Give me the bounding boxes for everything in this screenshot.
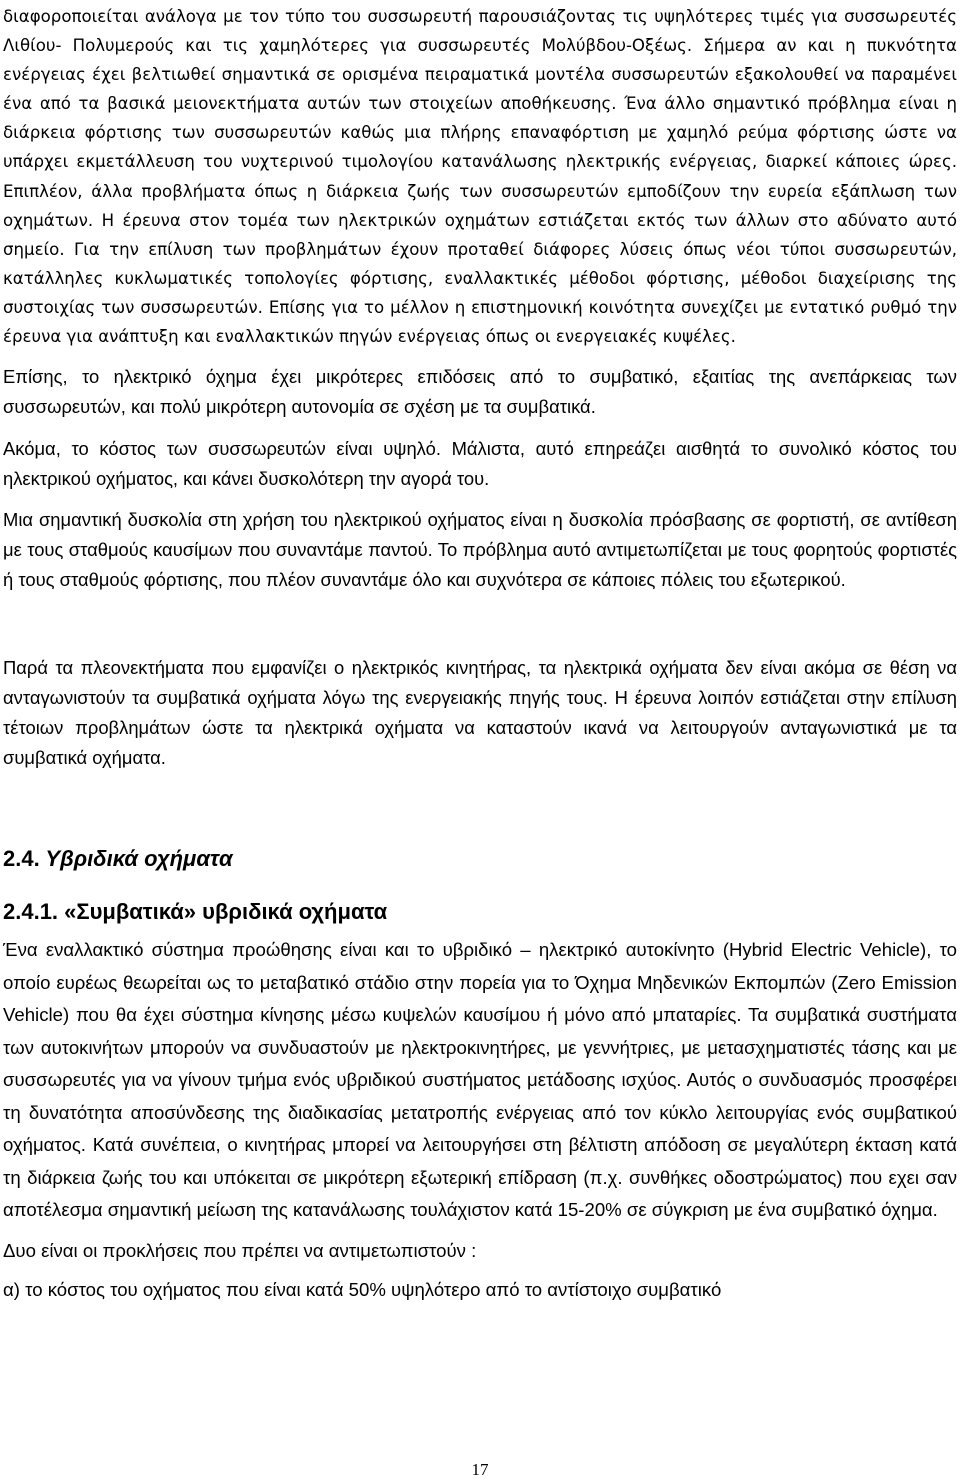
page-number: 17	[471, 1460, 489, 1479]
subsection-heading: 2.4.1. «Συμβατικά» υβριδικά οχήματα	[3, 899, 388, 925]
section-title: Υβριδικά οχήματα	[45, 846, 233, 872]
section-heading	[3, 845, 957, 873]
paragraph-performance: Επίσης, το ηλεκτρικό όχημα έχει μικρότερες επιδόσεις από το συμβατικό, εξαιτίας της ανεπάρκειας των συσσωρευτών, και πολύ μικρότερη αυτονομία σε σχέση με τα συμβατικά.	[3, 366, 957, 418]
paragraph-charger-access: Μια σημαντική δυσκολία στη χρήση του ηλεκτρικού οχήματος είναι η δυσκολία πρόσβασης σε φορτιστή, σε αντίθεση με τους σταθμούς καυσίμων που συναντάμε παντού. Το πρόβλημα αυτό αντιμετωπίζεται με τους φορητούς φορτιστές ή τους σταθμούς φόρτισης, που πλέον συναντάμε όλο και συχνότερα σε κάποιες πόλεις του εξωτερικού.	[3, 508, 957, 591]
paragraph-competition: Παρά τα πλεονεκτήματα που εμφανίζει ο ηλεκτρικός κινητήρας, τα ηλεκτρικά οχήματα δεν είναι ακόμα σε θέση να ανταγωνιστούν τα συμβατικά οχήματα λόγω της ενεργειακής πηγής τους. Η έρευνα λοιπόν εστιάζεται στην επίλυση τέτοιων προβλημάτων ώστε τα ηλεκτρικά οχήματα να καταστούν ικανά να λειτουργούν ανταγωνιστικά με τα συμβατικά οχήματα.	[3, 656, 957, 769]
paragraph-battery-cost: Ακόμα, το κόστος των συσσωρευτών είναι υψηλό. Μάλιστα, αυτό επηρεάζει αισθητά το συνολικό κόστος του ηλεκτρικού οχήματος, και κάνει δυσκολότερη την αγορά του.	[3, 437, 957, 489]
section-number: 2.4.	[3, 846, 40, 872]
paragraph-challenges: Δυο είναι οι προκλήσεις που πρέπει να αντιμετωπιστούν :	[3, 1239, 477, 1261]
paragraph-hybrid-intro: Ένα εναλλακτικό σύστημα προώθησης είναι και το υβριδικό – ηλεκτρικό αυτοκίνητο (Hybrid Electric Vehicle), το οποίο ευρέως θεωρείται ως το μεταβατικό στάδιο στην πορεία για το Όχημα Μηδενικών Εκπομπών (Zero Emission Vehicle) που θα έχει σύστημα κίνησης μέσω κυψελών καυσίμου ή μόνο από μπαταρίες. Τα συμβατικά συστήματα των αυτοκινήτων μπορούν να συνδυαστούν με ηλεκτροκινητήρες, με γεννήτριες, με μετασχηματιστές τάσης και με συσσωρευτές για να γίνουν τμήμα ενός υβριδικού συστήματος μετάδοσης ισχύος. Αυτός ο συνδυασμός προσφέρει τη δυνατότητα αποσύνδεσης της διαδικασίας μετατροπής ενέργειας από τον κύκλο λειτουργίας ενός συμβατικού οχήματος. Κατά συνέπεια, ο κινητήρας μπορεί να λειτουργήσει στη βέλτιστη απόδοση σε μεγαλύτερη έκταση κατά τη διάρκεια ζωής του και υπόκειται σε μικρότερη εξωτερική επίδραση (π.χ. συνθήκες οδοστρώματος) που εχει σαν αποτέλεσμα σημαντική μείωση της κατανάλωσης τουλάχιστον κατά 15-20% σε σύγκριση με ένα συμβατικό όχημα.	[3, 939, 957, 1221]
paragraph-energy-density: διαφοροποιείται ανάλογα με τον τύπο του συσσωρευτή παρουσιάζοντας τις υψηλότερες τιμές για συσσωρευτές Λιθίου- Πολυμερούς και τις χαμηλότερες για συσσωρευτές Μολύβδου-Οξέως. Σήμερα αν και η πυκνότητα ενέργειας έχει βελτιωθεί σημαντικά σε ορισμένα πειραματικά μοντέλα συσσωρευτών εξακολουθεί να παραμένει ένα από τα βασικά μειονεκτήματα αυτών των στοιχείων αποθήκευσης. Ένα άλλο σημαντικό πρόβλημα είναι η διάρκεια φόρτισης των συσσωρευτών καθώς μια πλήρης επαναφόρτιση με χαμηλό ρεύμα φόρτισης ώστε να υπάρχει εκμετάλλευση του νυχτερινού τιμολογίου κατανάλωσης ηλεκτρικής ενέργειας, διαρκεί κάποιες ώρες. Επιπλέον, άλλα προβλήματα όπως η διάρκεια ζωής των συσσωρευτών εμποδίζουν την ευρεία εξάπλωση των οχημάτων. Η έρευνα στον τομέα των ηλεκτρικών οχημάτων εστιάζεται εκτός των άλλων στο αδύνατο αυτό σημείο. Για την επίλυση των προβλημάτων έχουν προταθεί διάφορες λύσεις όπως νέοι τύποι συσσωρευτών, κατάλληλες κυκλωματικές τοπολογίες φόρτισης, εναλλακτικές μέθοδοι φόρτισης, μέθοδοι διαχείρισης της συστοιχίας των συσσωρευτών. Επίσης για το μέλλον η επιστημονική κοινότητα συνεχίζει με εντατικό ρυθμό την έρευνα για ανάπτυξη και εναλλακτικών πηγών ενέργειας όπως οι ενεργειακές κυψέλες.	[3, 7, 957, 347]
list-item-cost: α) το κόστος του οχήματος που είναι κατά 50% υψηλότερο από το αντίστοιχο συμβατικό	[3, 1278, 722, 1300]
